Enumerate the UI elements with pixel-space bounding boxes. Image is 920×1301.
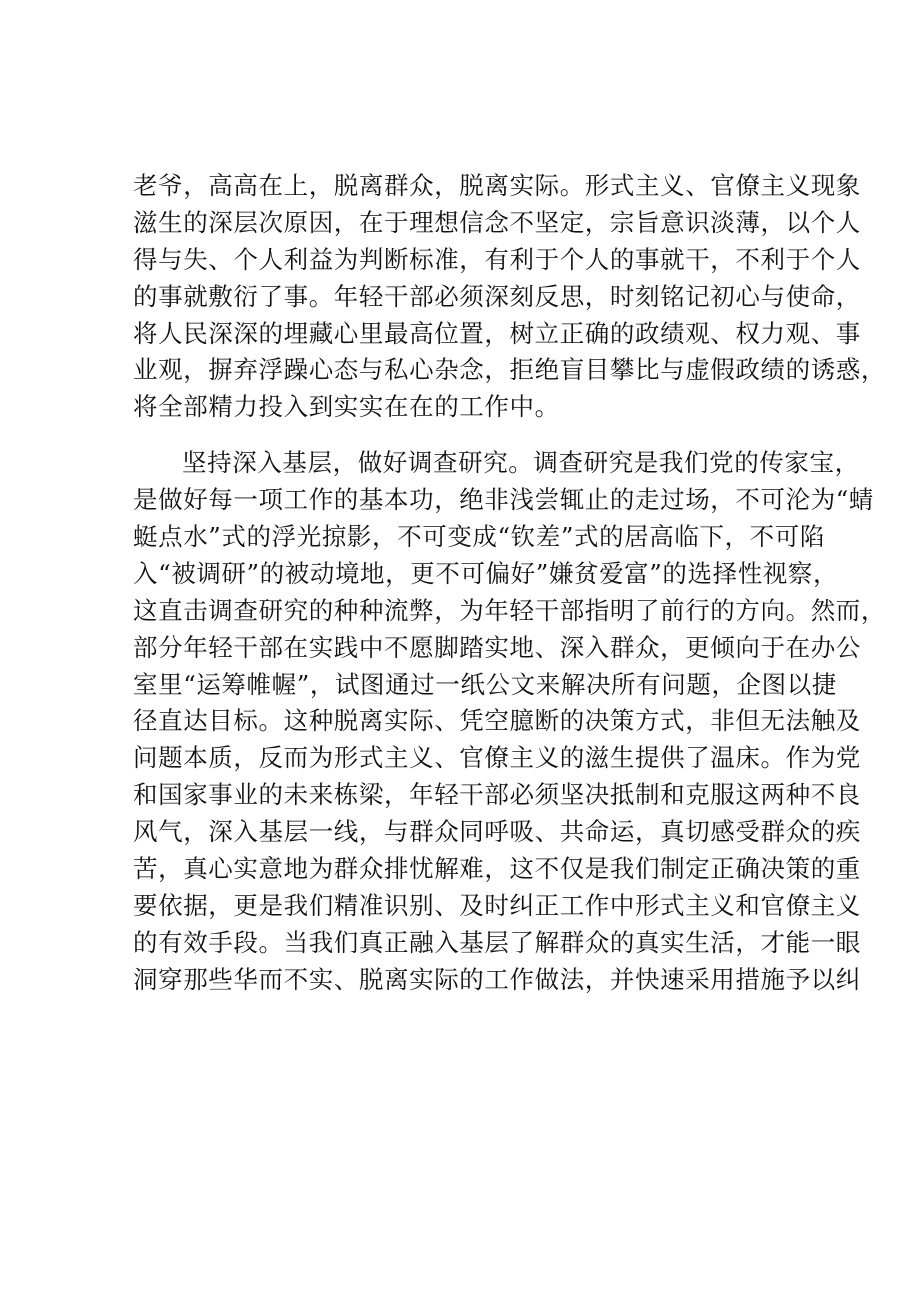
text-line: 将全部精力投入到实实在在的工作中。 xyxy=(133,392,560,422)
paragraph-spacer xyxy=(133,426,797,445)
text-line: 洞穿那些华而不实、脱离实际的工作做法，并快速采用措施予以纠 xyxy=(133,964,861,994)
text-line: 和国家事业的未来栋梁，年轻干部必须坚决抵制和克服这两种不良 xyxy=(133,780,861,810)
text-line: 苦，真心实意地为群众排忧解难，这不仅是我们制定正确决策的重 xyxy=(133,854,861,884)
text-line: 得与失、个人利益为判断标准，有利于个人的事就干，不利于个人 xyxy=(133,244,861,274)
text-line: 径直达目标。这种脱离实际、凭空臆断的决策方式，非但无法触及 xyxy=(133,706,861,736)
text-line-first: 坚持深入基层，做好调查研究。调查研究是我们党的传家宝， xyxy=(182,448,860,478)
text-line: 这直击调查研究的种种流弊，为年轻干部指明了前行的方向。然而， xyxy=(133,595,886,625)
text-line: 滋生的深层次原因，在于理想信念不坚定，宗旨意识淡薄，以个人 xyxy=(133,207,861,237)
text-line: 老爷，高高在上，脱离群众，脱离实际。形式主义、官僚主义现象 xyxy=(133,171,861,200)
text-line: 是做好每一项工作的基本功，绝非浅尝辄止的走过场，不可沦为“蜻 xyxy=(133,485,875,515)
text-line: 的事就敷衍了事。年轻干部必须深刻反思，时刻铭记初心与使命， xyxy=(133,281,861,311)
text-line: 入“被调研”的被动境地，更不可偏好”嫌贫爱富”的选择性视察， xyxy=(133,558,839,588)
paragraph-1 xyxy=(133,168,886,426)
paragraph-2 xyxy=(133,445,886,998)
text-line: 室里“运筹帷幄”，试图通过一纸公文来解决所有问题，企图以捷 xyxy=(133,669,837,699)
text-line: 的有效手段。当我们真正融入基层了解群众的真实生活，才能一眼 xyxy=(133,927,861,957)
text-line: 蜓点水”式的浮光掠影，不可变成“钦差”式的居高临下，不可陷 xyxy=(133,522,825,552)
text-line: 风气，深入基层一线，与群众同呼吸、共命运，真切感受群众的疾 xyxy=(133,817,861,847)
text-line: 问题本质，反而为形式主义、官僚主义的滋生提供了温床。作为党 xyxy=(133,743,861,773)
text-line: 将人民深深的埋藏心里最高位置，树立正确的政绩观、权力观、事 xyxy=(133,318,861,348)
text-line: 要依据，更是我们精准识别、及时纠正工作中形式主义和官僚主义 xyxy=(133,890,861,920)
text-line: 部分年轻干部在实践中不愿脚踏实地、深入群众，更倾向于在办公 xyxy=(133,632,861,662)
document-body xyxy=(133,168,886,999)
text-line: 业观，摒弃浮躁心态与私心杂念，拒绝盲目攀比与虚假政绩的诱惑， xyxy=(133,355,886,385)
